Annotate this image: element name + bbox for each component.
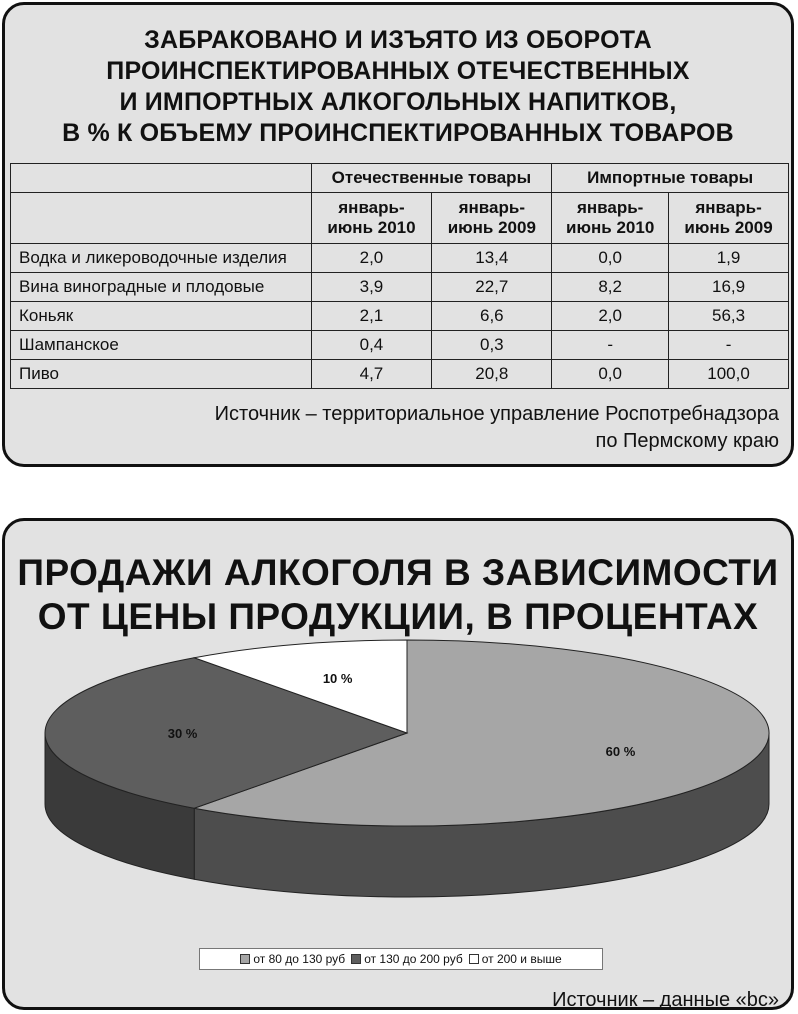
legend-swatch: [469, 954, 479, 964]
table-cell: -: [552, 331, 669, 360]
table-cell: 0,4: [311, 331, 432, 360]
legend-label: от 80 до 130 руб: [253, 952, 346, 966]
pie-chart: [5, 521, 791, 1007]
legend-item: [240, 952, 345, 966]
table-title: [5, 25, 791, 149]
table-cell: 100,0: [669, 360, 789, 389]
legend-item: [469, 952, 562, 966]
legend-item: [351, 952, 463, 966]
group-header-domestic: Отечественные товары: [311, 164, 552, 193]
chart-panel: [2, 518, 794, 1010]
table-cell: 0,0: [552, 244, 669, 273]
group-header-import: Импортные товары: [552, 164, 789, 193]
table-cell: -: [669, 331, 789, 360]
table-cell: 16,9: [669, 273, 789, 302]
table-title-line: В % К ОБЪЕМУ ПРОИНСПЕКТИРОВАННЫХ ТОВАРОВ: [62, 119, 734, 147]
chart-legend: [199, 948, 603, 970]
table-row: [11, 244, 789, 273]
table-row: [11, 302, 789, 331]
table-corner-cell: [11, 193, 312, 244]
chart-source: Источник – данные «bc»: [552, 989, 779, 1011]
row-name: Водка и ликероводочные изделия: [11, 244, 312, 273]
table-corner-cell: [11, 164, 312, 193]
row-name: Коньяк: [11, 302, 312, 331]
rejected-goods-table: [10, 163, 789, 389]
row-name: Пиво: [11, 360, 312, 389]
table-title-line: И ИМПОРТНЫХ АЛКОГОЛЬНЫХ НАПИТКОВ,: [119, 88, 677, 116]
table-cell: 56,3: [669, 302, 789, 331]
row-name: Шампанское: [11, 331, 312, 360]
row-name: Вина виноградные и плодовые: [11, 273, 312, 302]
pie-data-label: 30 %: [167, 726, 198, 741]
table-subheader-row: [11, 193, 789, 244]
table-cell: 4,7: [311, 360, 432, 389]
table-cell: 13,4: [432, 244, 552, 273]
table-source: [215, 401, 779, 455]
table-row: [11, 273, 789, 302]
period-header: январь- июнь 2010: [552, 193, 669, 244]
table-panel: [2, 2, 794, 467]
pie-data-label: 60 %: [605, 743, 636, 759]
period-header: январь- июнь 2009: [432, 193, 552, 244]
table-cell: 1,9: [669, 244, 789, 273]
table-cell: 2,0: [311, 244, 432, 273]
table-cell: 2,1: [311, 302, 432, 331]
period-header: январь- июнь 2009: [669, 193, 789, 244]
legend-label: от 200 и выше: [481, 952, 562, 966]
table-cell: 6,6: [432, 302, 552, 331]
table-title-line: ПРОИНСПЕКТИРОВАННЫХ ОТЕЧЕСТВЕННЫХ: [106, 57, 690, 85]
pie-data-label: 10 %: [322, 671, 353, 687]
table-cell: 0,3: [432, 331, 552, 360]
legend-label: от 130 до 200 руб: [364, 952, 463, 966]
table-cell: 3,9: [311, 273, 432, 302]
table-cell: 2,0: [552, 302, 669, 331]
table-header-row: [11, 164, 789, 193]
table-cell: 0,0: [552, 360, 669, 389]
table-row: [11, 360, 789, 389]
legend-swatch: [351, 954, 361, 964]
source-line: Источник – территориальное управление Роспотребнадзора: [214, 403, 779, 425]
chart-title-line: ПРОДАЖИ АЛКОГОЛЯ В ЗАВИСИМОСТИ: [17, 552, 779, 593]
period-header: январь- июнь 2010: [311, 193, 432, 244]
source-line: по Пермскому краю: [595, 430, 779, 452]
table-row: [11, 331, 789, 360]
legend-swatch: [240, 954, 250, 964]
chart-title-line: ОТ ЦЕНЫ ПРОДУКЦИИ, В ПРОЦЕНТАХ: [37, 596, 759, 637]
table-cell: 8,2: [552, 273, 669, 302]
table-cell: 22,7: [432, 273, 552, 302]
table-cell: 20,8: [432, 360, 552, 389]
table-title-line: ЗАБРАКОВАНО И ИЗЪЯТО ИЗ ОБОРОТА: [144, 26, 652, 54]
